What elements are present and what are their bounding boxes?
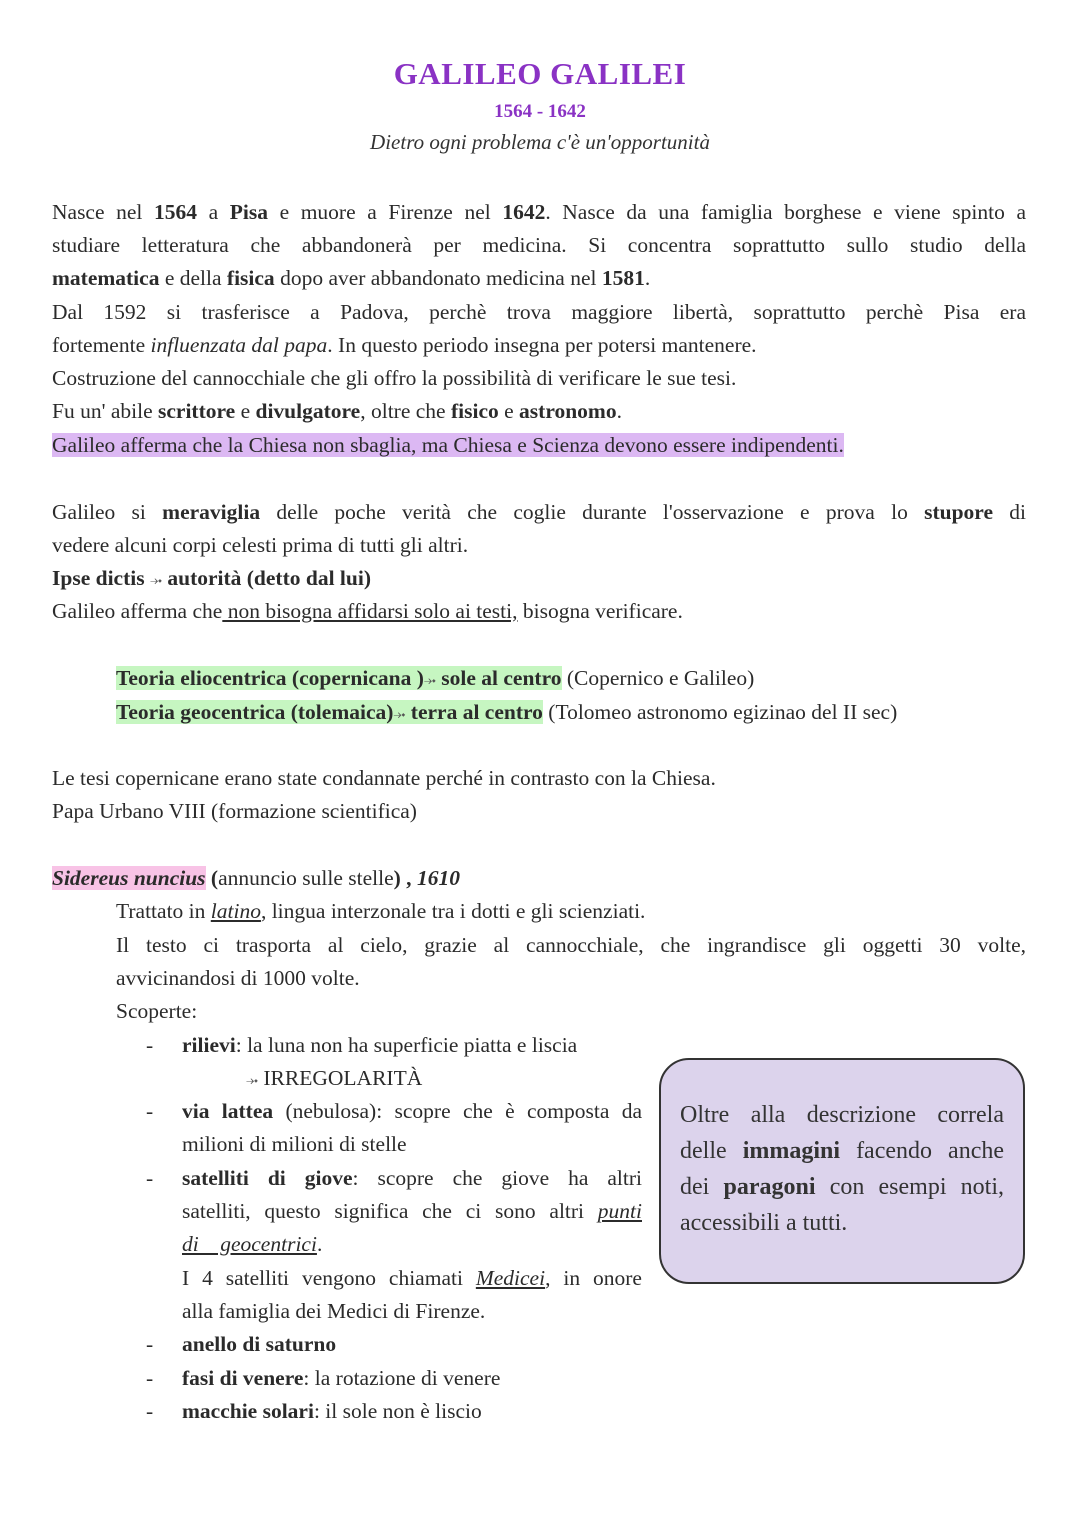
intro-line-3: matematica e della fisica dopo aver abbandonato medicina nel 1581. [52,266,651,290]
theory-heliocentric: Teoria eliocentrica (copernicana )⤞ sole al centro (Copernico e Galileo) [116,666,755,690]
sidereus-line-1: Trattato in latino, lingua interzonale tra i dotti e gli scienziati. [116,899,646,923]
satelliti-line-3: di geocentrici. [182,1232,323,1256]
medicei-line-1: I 4 satelliti vengono chiamati Medicei, in onore [182,1266,642,1290]
intro-line-7: Fu un' abile scrittore e divulgatore, oltre che fisico e astronomo. [52,399,622,423]
intro-line-1: Nasce nel 1564 a Pisa e muore a Firenze nel 1642. Nasce da una famiglia borghese e viene spinto a [52,200,1026,224]
intro-line-5: fortemente influenzata dal papa. In questo periodo insegna per potersi mantenere. [52,333,757,357]
motto: Dietro ogni problema c'è un'opportunità [370,130,710,154]
arrow-icon: ⤞ [423,671,436,689]
sidereus-line-3: avvicinandosi di 1000 volte. [116,966,360,990]
list-dash: - [146,1332,154,1356]
medicei-line-2: alla famiglia dei Medici di Firenze. [182,1299,486,1323]
arrow-icon: ⤞ [149,571,162,589]
theory-geocentric: Teoria geocentrica (tolemaica)⤞ terra al centro (Tolomeo astronomo egizinao del II sec) [116,700,898,724]
intro-line-8-highlight: Galileo afferma che la Chiesa non sbaglia, ma Chiesa e Scienza devono essere indipendenti. [52,433,844,457]
list-item-rilievi: rilievi: la luna non ha superficie piatta e liscia [182,1033,578,1057]
list-dash: - [146,1166,154,1190]
para2-line-2: vedere alcuni corpi celesti prima di tutti gli altri. [52,533,469,557]
arrow-icon: ⤞ [393,705,406,723]
arrow-icon: ⤞ [246,1071,259,1089]
sidereus-line-2: Il testo ci trasporta al cielo, grazie al cannocchiale, che ingrandisce gli oggetti 30 volte, [116,933,1026,957]
list-dash: - [146,1399,154,1423]
list-dash: - [146,1099,154,1123]
ipse-dictis-line: Ipse dictis ⤞ autorità (detto dal lui) [52,566,372,590]
para2-line-4: Galileo afferma che non bisogna affidarsi solo ai testi, bisogna verificare. [52,599,683,623]
list-dash: - [146,1033,154,1057]
via-lattea-line-2: milioni di milioni di stelle [182,1132,407,1156]
note-text: Oltre alla descrizione correla delle immagini facendo anche dei paragoni con esempi noti, accessibili a tutti. [680,1102,1005,1236]
intro-line-6: Costruzione del cannocchiale che gli offro la possibilità di verificare le sue tesi. [52,366,737,390]
list-item-satelliti: satelliti di giove: scopre che giove ha altri [182,1166,642,1190]
list-item-anello: anello di saturno [182,1332,337,1356]
intro-line-2: studiare letteratura che abbandonerà per medicina. Si concentra soprattutto sullo studio della [52,233,1026,257]
header [0,54,1080,156]
para3-line-1: Le tesi copernicane erano state condannate perché in contrasto con la Chiesa. [52,766,716,790]
list-dash: - [146,1366,154,1390]
irregolarita-line: ⤞ IRREGOLARITÀ [246,1066,423,1090]
scoperte-label: Scoperte: [116,999,198,1023]
para2-line-1: Galileo si meraviglia delle poche verità che coglie durante l'osservazione e prova lo stupore di [52,500,1026,524]
sidereus-heading: Sidereus nuncius (annuncio sulle stelle) , 1610 [52,866,460,890]
page-title: GALILEO GALILEI [393,56,687,91]
list-item-via-lattea: via lattea (nebulosa): scopre che è composta da [182,1099,642,1123]
list-item-fasi: fasi di venere: la rotazione di venere [182,1366,501,1390]
life-years: 1564 - 1642 [494,101,586,122]
para3-line-2: Papa Urbano VIII (formazione scientifica) [52,799,417,823]
satelliti-line-2: satelliti, questo significa che ci sono altri punti [182,1199,642,1223]
list-item-macchie: macchie solari: il sole non è liscio [182,1399,482,1423]
intro-line-4: Dal 1592 si trasferisce a Padova, perchè trova maggiore libertà, soprattutto perchè Pisa era [52,300,1026,324]
